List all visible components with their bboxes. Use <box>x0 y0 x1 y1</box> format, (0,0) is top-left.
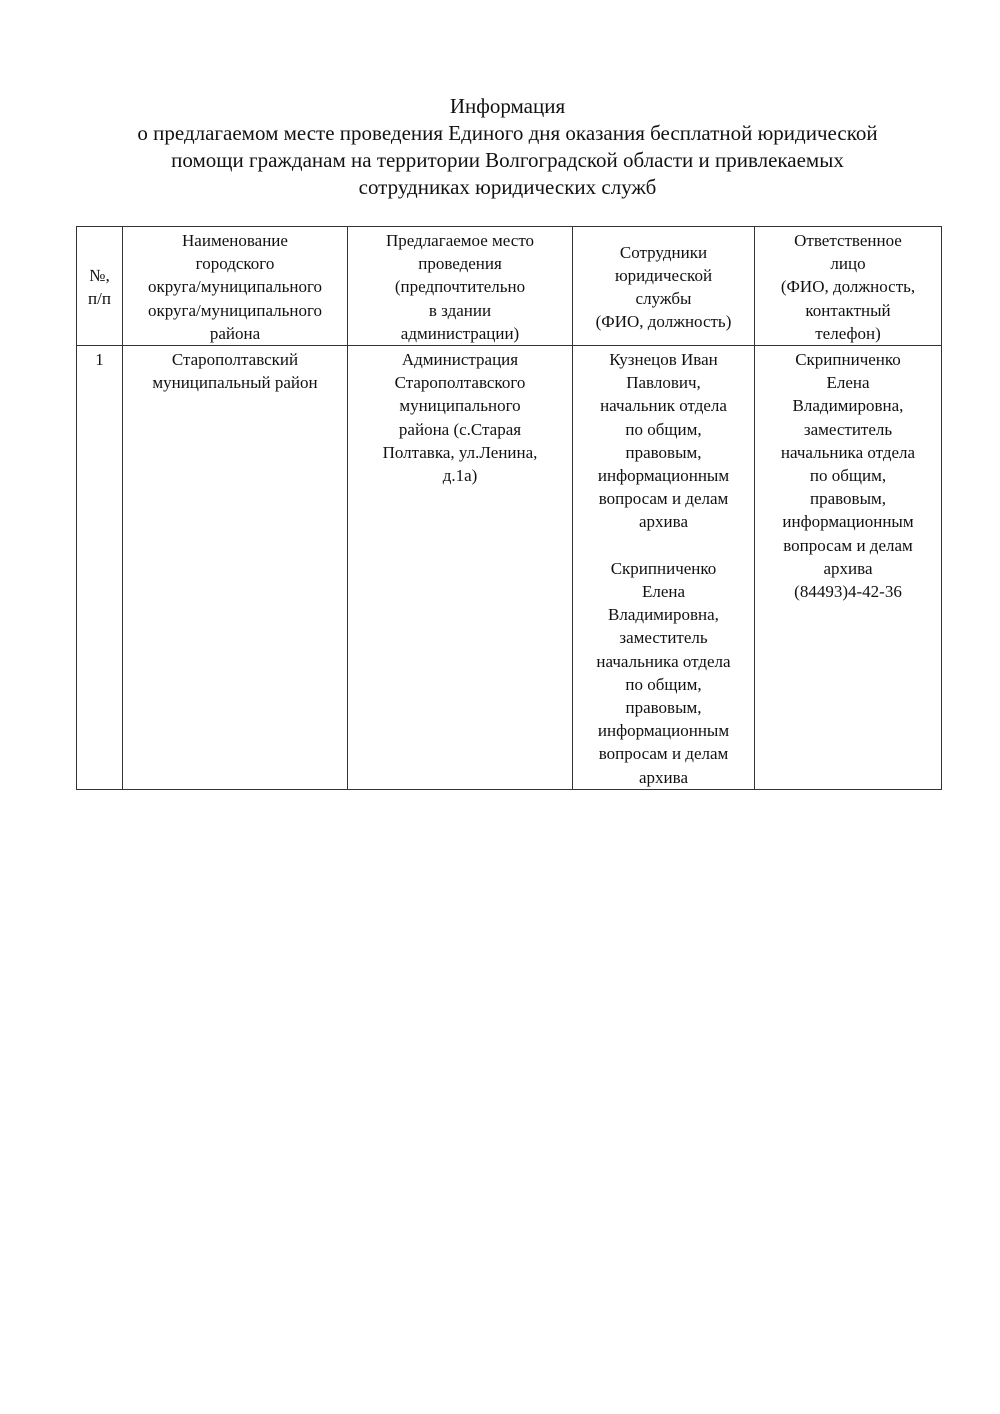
cell-venue <box>348 346 573 790</box>
document-title <box>60 93 955 201</box>
header-venue <box>348 227 573 346</box>
cell-line: района (с.Старая <box>398 419 522 439</box>
header-line: администрации) <box>400 323 520 343</box>
cell-line: муниципального <box>399 396 521 416</box>
cell-number <box>77 346 123 790</box>
cell-line: Павлович, <box>626 373 701 393</box>
cell-line: Елена <box>826 373 870 393</box>
header-line: Предлагаемое место <box>385 231 535 250</box>
header-line: п/п <box>88 289 111 308</box>
header-number <box>77 227 123 346</box>
spacer <box>575 534 752 557</box>
header-line: округа/муниципального <box>147 277 323 297</box>
header-line: Наименование <box>182 231 288 250</box>
cell-line: заместитель <box>803 419 893 439</box>
cell-line: вопросам и делам <box>598 744 729 764</box>
title-line: сотрудниках юридических служб <box>358 175 657 199</box>
title-line: о предлагаемом месте проведения Единого дня оказания бесплатной юридической <box>137 121 878 145</box>
cell-line: Полтавка, ул.Ленина, <box>382 442 538 462</box>
info-table <box>76 226 942 790</box>
cell-line: вопросам и делам <box>598 489 729 509</box>
cell-line: д.1а) <box>442 466 478 486</box>
header-line: юридической <box>614 265 713 285</box>
title-line: помощи гражданам на территории Волгоградской области и привлекаемых <box>171 148 844 172</box>
cell-line: архива <box>639 512 688 532</box>
cell-line: Старополтавский <box>171 350 299 370</box>
header-line: №, <box>89 265 110 285</box>
header-line: (предпочтительно <box>394 277 526 297</box>
header-line: городского <box>195 254 275 274</box>
header-district <box>123 227 348 346</box>
cell-staff <box>573 346 755 790</box>
cell-line: правовым, <box>625 442 702 462</box>
header-line: Ответственное <box>794 231 902 250</box>
header-line: телефон) <box>815 323 881 343</box>
cell-line: по общим, <box>809 466 887 486</box>
contact-phone: (84493)4-42-36 <box>794 582 902 602</box>
cell-line: информационным <box>782 512 914 532</box>
cell-line: правовым, <box>809 489 886 509</box>
cell-line: начальник отдела <box>600 396 727 416</box>
header-line: лицо <box>830 254 866 274</box>
title-line: Информация <box>449 94 566 118</box>
header-responsible <box>755 227 942 346</box>
cell-line: архива <box>823 558 873 578</box>
row-number: 1 <box>95 350 104 370</box>
cell-line: вопросам и делам <box>783 535 913 555</box>
cell-responsible <box>755 346 942 790</box>
header-line: службы <box>635 289 692 308</box>
header-line: (ФИО, должность, <box>780 277 916 297</box>
cell-line: заместитель <box>619 628 708 648</box>
cell-line: Скрипниченко <box>610 558 717 578</box>
cell-line: Кузнецов Иван <box>609 350 718 370</box>
header-line: округа/муниципального <box>147 300 323 320</box>
cell-line: информационным <box>597 466 730 486</box>
header-staff <box>573 227 755 346</box>
cell-line: Скрипниченко <box>795 350 901 370</box>
cell-line: правовым, <box>625 698 702 718</box>
header-line: контактный <box>805 300 891 320</box>
cell-line: Елена <box>641 582 686 602</box>
cell-line: по общим, <box>625 674 702 694</box>
cell-district <box>123 346 348 790</box>
header-line: Сотрудники <box>619 242 708 262</box>
cell-line: архива <box>639 767 688 787</box>
cell-line: по общим, <box>625 419 702 439</box>
table-header-row <box>77 227 942 346</box>
cell-line: Владимировна, <box>608 605 719 625</box>
header-line: в здании <box>428 300 492 320</box>
cell-line: информационным <box>597 721 730 741</box>
cell-line: Владимировна, <box>792 396 904 416</box>
header-line: проведения <box>418 254 502 274</box>
cell-line: Старополтавского <box>394 373 526 393</box>
header-line: района <box>209 323 261 343</box>
table-row <box>77 346 942 790</box>
cell-line: муниципальный район <box>152 373 318 393</box>
header-line: (ФИО, должность) <box>595 312 732 332</box>
cell-line: Администрация <box>401 350 519 370</box>
cell-line: начальника отдела <box>780 442 916 462</box>
cell-line: начальника отдела <box>596 651 731 671</box>
